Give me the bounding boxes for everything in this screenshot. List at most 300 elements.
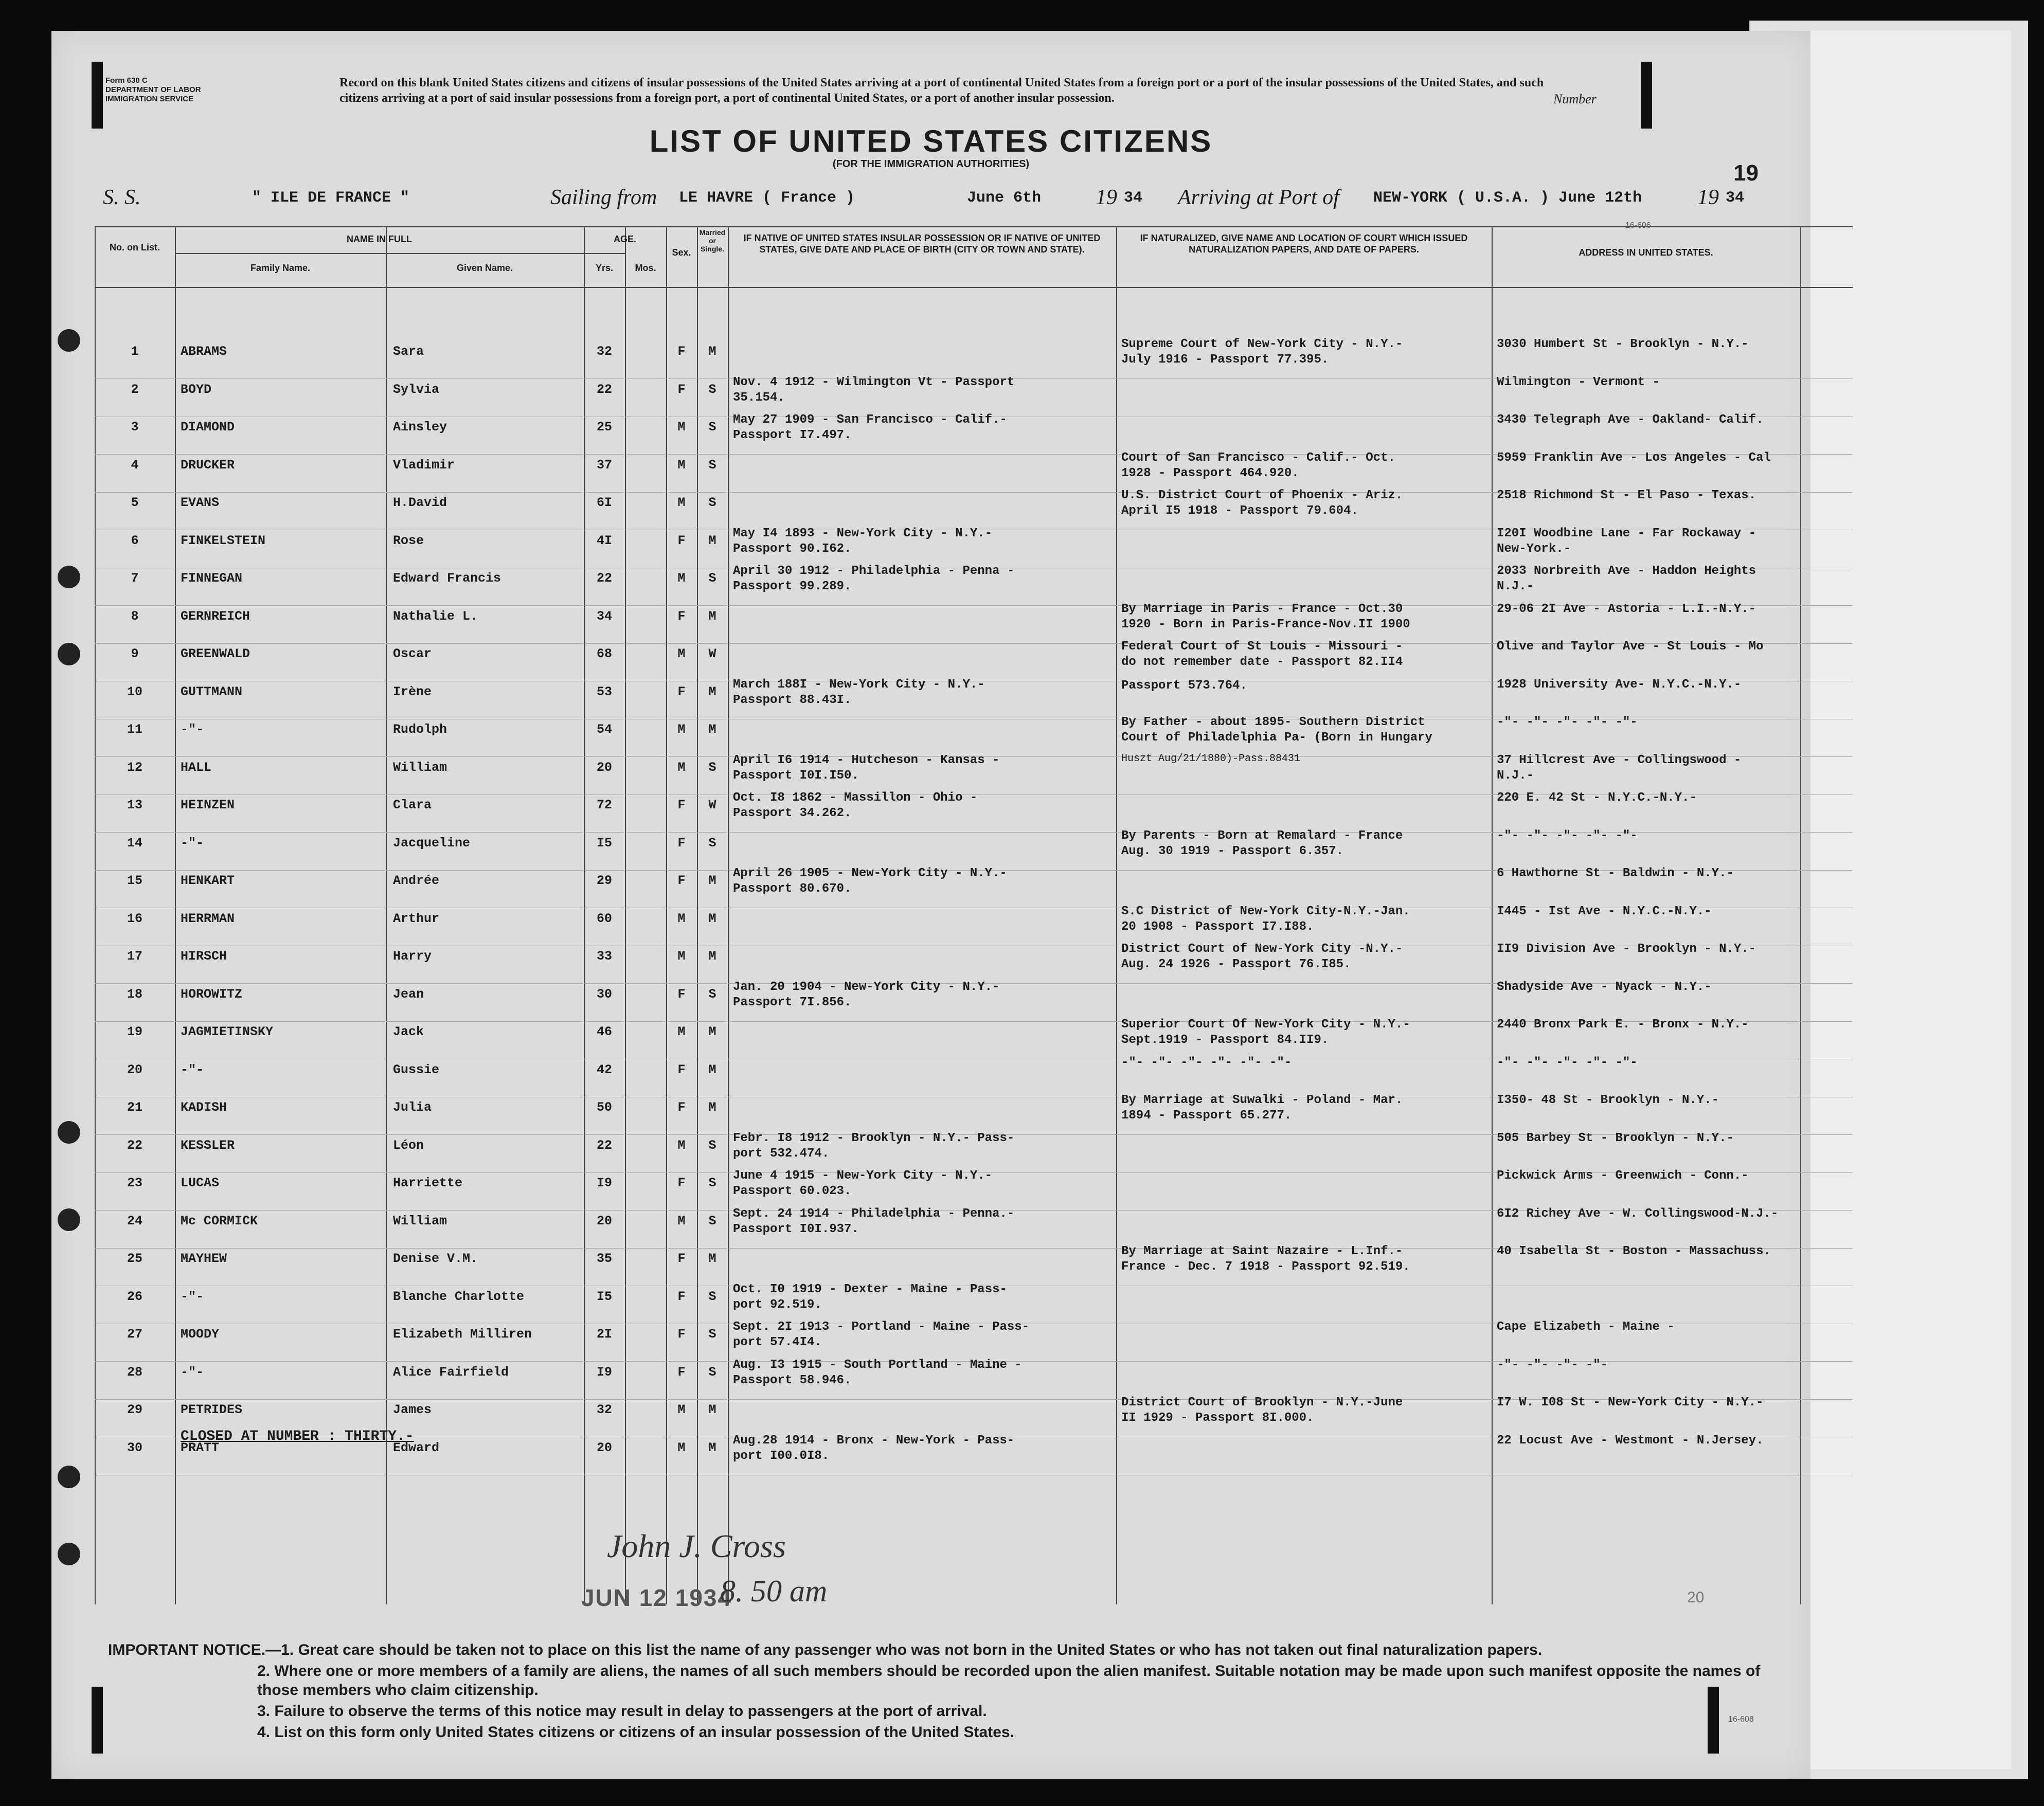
- corner-code: 16-606: [1625, 221, 1651, 230]
- given-name: Andrée: [393, 873, 440, 888]
- age-years: 2I: [596, 1327, 612, 1342]
- birth-details: port 57.4I4.: [733, 1335, 822, 1349]
- us-address: 220 E. 42 St - N.Y.C.-N.Y.-: [1497, 791, 1697, 805]
- given-name: Harriette: [393, 1176, 463, 1190]
- header-yrs: Yrs.: [595, 263, 614, 273]
- marital-status: S: [708, 1327, 716, 1342]
- us-address: I7 W. I08 St - New-York City - N.Y.-: [1497, 1396, 1764, 1410]
- us-address: 6I2 Richey Ave - W. Collingswood-N.J.-: [1497, 1206, 1779, 1221]
- naturalization-details: Aug. 30 1919 - Passport 6.357.: [1121, 844, 1344, 858]
- us-address: 2518 Richmond St - El Paso - Texas.: [1497, 489, 1756, 502]
- sex: M: [677, 495, 686, 510]
- naturalization-details: S.C District of New-York City-N.Y.-Jan.: [1121, 904, 1410, 918]
- sex: F: [677, 684, 686, 699]
- age-years: 50: [596, 1100, 612, 1115]
- rule: [175, 253, 625, 254]
- column-rule: [1116, 226, 1117, 1604]
- form-line: Form 630 C: [105, 76, 148, 85]
- us-address: 3030 Humbert St - Brooklyn - N.Y.-: [1497, 337, 1749, 351]
- given-name: Gussie: [393, 1062, 440, 1077]
- column-rule: [386, 226, 387, 1604]
- row-number: 19: [127, 1024, 142, 1039]
- sex: F: [677, 382, 686, 397]
- naturalization-details: Court of Philadelphia Pa- (Born in Hungary: [1121, 731, 1432, 745]
- birth-details: Nov. 4 1912 - Wilmington Vt - Passport: [733, 375, 1015, 389]
- row-number: 25: [127, 1251, 142, 1266]
- passenger-table: [95, 226, 1853, 1604]
- age-years: 32: [596, 344, 612, 359]
- naturalization-details: France - Dec. 7 1918 - Passport 92.519.: [1121, 1260, 1410, 1274]
- marital-status: M: [708, 873, 716, 888]
- birth-details: port I00.0I8.: [733, 1449, 830, 1463]
- naturalization-details: April I5 1918 - Passport 79.604.: [1121, 504, 1358, 518]
- family-name: PETRIDES: [181, 1402, 243, 1417]
- officer-signature: John J. Cross: [607, 1528, 786, 1564]
- row-number: 30: [127, 1440, 142, 1455]
- us-address: 37 Hillcrest Ave - Collingswood -: [1497, 753, 1742, 767]
- header-age: AGE.: [613, 234, 636, 244]
- row-number: 18: [127, 986, 142, 1002]
- age-years: 42: [596, 1062, 612, 1077]
- marital-status: M: [708, 1062, 716, 1077]
- birth-details: Passport 99.289.: [733, 580, 852, 593]
- age-years: 60: [596, 911, 612, 926]
- form-number: [105, 76, 201, 104]
- punch-hole: [58, 1121, 80, 1144]
- age-years: 46: [596, 1024, 612, 1039]
- header-address: ADDRESS IN UNITED STATES.: [1579, 247, 1713, 258]
- marital-status: S: [708, 1364, 716, 1380]
- birth-details: Passport 60.023.: [733, 1184, 852, 1198]
- given-name: Alice Fairfield: [393, 1364, 509, 1380]
- rule: [95, 226, 1853, 227]
- us-address: Wilmington - Vermont -: [1497, 375, 1660, 389]
- row-number: 15: [127, 873, 142, 888]
- given-name: William: [393, 760, 447, 775]
- marital-status: M: [708, 1440, 716, 1455]
- age-years: 4I: [596, 533, 612, 548]
- age-years: I5: [596, 835, 612, 851]
- column-rule: [625, 226, 626, 1604]
- naturalization-details: -"- -"- -"- -"- -"- -"-: [1121, 1055, 1292, 1070]
- birth-details: Passport 90.I62.: [733, 541, 852, 556]
- binding-tab: [92, 62, 103, 129]
- marital-status: S: [708, 835, 716, 851]
- marital-status: S: [708, 760, 716, 775]
- row-number: 27: [127, 1327, 142, 1342]
- row-number: 14: [127, 835, 142, 851]
- sex: F: [677, 1062, 686, 1077]
- row-number: 26: [127, 1289, 142, 1304]
- birth-details: Oct. I0 1919 - Dexter - Maine - Pass-: [733, 1282, 1007, 1296]
- us-address: II9 Division Ave - Brooklyn - N.Y.-: [1497, 942, 1756, 956]
- given-name: Oscar: [393, 646, 432, 661]
- binding-tab: [92, 1687, 103, 1754]
- marital-status: S: [708, 382, 716, 397]
- column-rule: [175, 226, 176, 1604]
- us-address: 2033 Norbreith Ave - Haddon Heights: [1497, 564, 1756, 578]
- sex: F: [677, 873, 686, 888]
- punch-hole: [58, 1466, 80, 1488]
- marital-status: M: [708, 1024, 716, 1039]
- header-sex: Sex.: [672, 247, 691, 258]
- marital-status: S: [708, 986, 716, 1002]
- marital-status: M: [708, 949, 716, 964]
- corner-code: 16-608: [1728, 1715, 1754, 1724]
- birth-details: Sept. 2I 1913 - Portland - Maine - Pass-: [733, 1320, 1030, 1334]
- us-address: -"- -"- -"- -"- -"-: [1497, 828, 1638, 843]
- given-name: Jean: [393, 986, 424, 1002]
- birth-details: April I6 1914 - Hutcheson - Kansas -: [733, 753, 1000, 767]
- given-name: Harry: [393, 949, 432, 964]
- age-years: 29: [596, 873, 612, 888]
- naturalization-details: District Court of New-York City -N.Y.-: [1121, 942, 1403, 956]
- year-prefix: 19: [1697, 186, 1719, 209]
- birth-details: May I4 1893 - New-York City - N.Y.-: [733, 526, 993, 540]
- marital-status: M: [708, 344, 716, 359]
- us-address: Cape Elizabeth - Maine -: [1497, 1320, 1675, 1334]
- age-years: 22: [596, 571, 612, 586]
- sex: M: [677, 949, 686, 964]
- us-address: I445 - Ist Ave - N.Y.C.-N.Y.-: [1497, 904, 1712, 918]
- given-name: Nathalie L.: [393, 608, 478, 624]
- birth-details: Aug. I3 1915 - South Portland - Maine -: [733, 1358, 1022, 1372]
- ship-name: " ILE DE FRANCE ": [252, 189, 410, 207]
- marital-status: M: [708, 722, 716, 737]
- marital-status: S: [708, 1213, 716, 1229]
- given-name: Léon: [393, 1137, 424, 1153]
- row-number: 8: [131, 608, 139, 624]
- sailing-port: LE HAVRE ( France ): [679, 189, 855, 207]
- sex: M: [677, 1137, 686, 1153]
- age-years: 20: [596, 1213, 612, 1229]
- family-name: JAGMIETINSKY: [181, 1024, 274, 1039]
- naturalization-details: By Marriage at Suwalki - Poland - Mar.: [1121, 1093, 1403, 1107]
- given-name: Irène: [393, 684, 432, 699]
- header-name-in-full: NAME IN FULL: [347, 234, 412, 244]
- age-years: 20: [596, 760, 612, 775]
- family-name: HOROWITZ: [181, 986, 243, 1002]
- punch-hole: [58, 329, 80, 352]
- given-name: Ainsley: [393, 420, 447, 435]
- family-name: EVANS: [181, 495, 220, 510]
- rule: [95, 287, 1853, 288]
- us-address: -"- -"- -"- -"- -"-: [1497, 1055, 1638, 1070]
- given-name: Sylvia: [393, 382, 440, 397]
- given-name: Clara: [393, 798, 432, 812]
- birth-details: Passport 34.262.: [733, 806, 852, 820]
- sex: F: [677, 1100, 686, 1115]
- age-years: 37: [596, 457, 612, 473]
- given-name: William: [393, 1213, 447, 1229]
- sex: F: [677, 835, 686, 851]
- year-prefix: 19: [1096, 186, 1117, 209]
- page-subtitle: (FOR THE IMMIGRATION AUTHORITIES): [832, 158, 1030, 170]
- row-number: 4: [131, 457, 139, 473]
- marital-status: S: [708, 1137, 716, 1153]
- row-number: 9: [131, 646, 139, 661]
- birth-details: Passport 7I.856.: [733, 995, 852, 1009]
- punch-hole: [58, 1208, 80, 1231]
- birth-details: Passport I0I.937.: [733, 1222, 859, 1236]
- column-rule: [1800, 226, 1801, 1604]
- family-name: ABRAMS: [181, 344, 227, 359]
- us-address: 3430 Telegraph Ave - Oakland- Calif.: [1497, 413, 1764, 427]
- birth-details: Passport I7.497.: [733, 428, 852, 442]
- us-address: -"- -"- -"- -"-: [1497, 1358, 1608, 1372]
- family-name: MAYHEW: [181, 1251, 227, 1266]
- given-name: Sara: [393, 344, 424, 359]
- header-native: IF NATIVE OF UNITED STATES INSULAR POSSESSION OR IF NATIVE OF UNITED STATES, GIVE DATE AND PLACE OF BIRTH (CITY OR TOWN AND STATE).: [743, 233, 1101, 255]
- punch-hole: [58, 643, 80, 665]
- row-number: 1: [131, 344, 139, 359]
- given-name: Elizabeth Milliren: [393, 1327, 532, 1342]
- sex: F: [677, 608, 686, 624]
- header-married-single: Married or Single.: [699, 228, 726, 253]
- row-number: 7: [131, 571, 139, 586]
- header-naturalized: IF NATURALIZED, GIVE NAME AND LOCATION OF COURT WHICH ISSUED NATURALIZATION PAPERS, AND DATE OF PAPERS.: [1140, 233, 1468, 255]
- family-name: DIAMOND: [181, 420, 235, 435]
- birth-details: Passport I0I.I50.: [733, 768, 859, 783]
- marital-status: W: [708, 798, 716, 812]
- us-address: -"- -"- -"- -"- -"-: [1497, 715, 1638, 729]
- given-name: Rudolph: [393, 722, 447, 737]
- us-address: New-York.-: [1497, 541, 1571, 556]
- family-name: DRUCKER: [181, 457, 235, 473]
- naturalization-details: 1894 - Passport 65.277.: [1121, 1109, 1292, 1123]
- us-address: 2440 Bronx Park E. - Bronx - N.Y.-: [1497, 1018, 1749, 1032]
- us-address: 22 Locust Ave - Westmont - N.Jersey.: [1497, 1433, 1764, 1448]
- age-years: 35: [596, 1251, 612, 1266]
- closed-at-number: CLOSED AT NUMBER : THIRTY.-: [181, 1429, 414, 1444]
- given-name: Blanche Charlotte: [393, 1289, 525, 1304]
- birth-details: Passport 88.43I.: [733, 693, 852, 707]
- sailing-date: June 6th: [967, 189, 1042, 207]
- form-instructions: Record on this blank United States citizens and citizens of insular possessions of the United States arriving at a port of continental United States from a foreign port or a port of the insular possessions of the United States, and such citizens arriving at a port of said insular possessions from a foreign port, a port of continental United States, or a port of another insular possession.: [339, 76, 1544, 105]
- row-number: 29: [127, 1402, 142, 1417]
- arriving-year: 34: [1726, 189, 1745, 207]
- birth-details: Febr. I8 1912 - Brooklyn - N.Y.- Pass-: [733, 1131, 1015, 1145]
- naturalization-details: Aug. 24 1926 - Passport 76.I85.: [1121, 958, 1351, 971]
- sex: F: [677, 1251, 686, 1266]
- given-name: Jacqueline: [393, 835, 471, 851]
- naturalization-details: II 1929 - Passport 8I.000.: [1121, 1411, 1314, 1425]
- page-title: LIST OF UNITED STATES CITIZENS: [649, 124, 1213, 158]
- family-name: FINNEGAN: [181, 571, 243, 586]
- marital-status: M: [708, 533, 716, 548]
- birth-details: April 30 1912 - Philadelphia - Penna -: [733, 564, 1015, 578]
- row-number: 24: [127, 1213, 142, 1229]
- family-name: Mc CORMICK: [181, 1213, 258, 1229]
- page-number: 19: [1733, 160, 1759, 186]
- naturalization-details: By Marriage at Saint Nazaire - L.Inf.-: [1121, 1244, 1403, 1258]
- sailing-label: Sailing from: [550, 186, 657, 209]
- sex: M: [677, 457, 686, 473]
- family-name: HENKART: [181, 873, 235, 888]
- birth-details: 35.154.: [733, 390, 785, 405]
- row-number: 17: [127, 949, 142, 964]
- birth-details: Passport 58.946.: [733, 1373, 852, 1387]
- family-name: GERNREICH: [181, 608, 250, 624]
- given-name: H.David: [393, 495, 447, 510]
- sex: F: [677, 1364, 686, 1380]
- naturalization-details: 1928 - Passport 464.920.: [1121, 466, 1299, 480]
- sex: M: [677, 1213, 686, 1229]
- naturalization-details: District Court of Brooklyn - N.Y.-June: [1121, 1396, 1403, 1410]
- arrival-stamp: JUN 12 1934: [581, 1584, 732, 1611]
- row-number: 3: [131, 420, 139, 435]
- row-number: 10: [127, 684, 142, 699]
- sex: M: [677, 1024, 686, 1039]
- family-name: FINKELSTEIN: [181, 533, 266, 548]
- manifest-sheet: [51, 31, 1810, 1779]
- family-name: -"-: [181, 1364, 204, 1380]
- us-address: Pickwick Arms - Greenwich - Conn.-: [1497, 1169, 1749, 1183]
- marital-status: S: [708, 1289, 716, 1304]
- row-number: 28: [127, 1364, 142, 1380]
- notice-item: 1. Great care should be taken not to place on this list the name of any passenger who was not born in the United States or who has not taken out final naturalization papers.: [281, 1641, 1543, 1658]
- age-years: I5: [596, 1289, 612, 1304]
- age-years: 53: [596, 684, 612, 699]
- naturalization-details: Sept.1919 - Passport 84.II9.: [1121, 1033, 1329, 1047]
- family-name: KADISH: [181, 1100, 227, 1115]
- sex: F: [677, 986, 686, 1002]
- marital-status: S: [708, 495, 716, 510]
- family-name: BOYD: [181, 382, 212, 397]
- marital-status: M: [708, 1251, 716, 1266]
- birth-details: Oct. I8 1862 - Massillon - Ohio -: [733, 791, 978, 805]
- age-years: 25: [596, 420, 612, 435]
- row-number: 23: [127, 1176, 142, 1190]
- us-address: 29-06 2I Ave - Astoria - L.I.-N.Y.-: [1497, 602, 1756, 616]
- family-name: GREENWALD: [181, 646, 250, 661]
- age-years: 32: [596, 1402, 612, 1417]
- us-address: N.J.-: [1497, 580, 1534, 593]
- naturalization-details: By Parents - Born at Remalard - France: [1121, 828, 1403, 843]
- us-address: Olive and Taylor Ave - St Louis - Mo: [1497, 640, 1764, 654]
- naturalization-extra: Passport 573.764.: [1121, 679, 1247, 693]
- birth-details: port 532.474.: [733, 1146, 830, 1161]
- age-years: I9: [596, 1364, 612, 1380]
- us-address: Shadyside Ave - Nyack - N.Y.-: [1497, 980, 1712, 994]
- family-name: PRATT: [181, 1440, 220, 1455]
- given-name: Edward: [393, 1440, 440, 1455]
- voyage-line: [103, 185, 1810, 216]
- age-years: 68: [596, 646, 612, 661]
- sex: F: [677, 798, 686, 812]
- family-name: HIRSCH: [181, 949, 227, 964]
- notice-lead: IMPORTANT NOTICE.: [108, 1641, 266, 1658]
- sex: F: [677, 1176, 686, 1190]
- birth-details: Jan. 20 1904 - New-York City - N.Y.-: [733, 980, 1000, 994]
- marital-status: M: [708, 608, 716, 624]
- family-name: HALL: [181, 760, 212, 775]
- naturalization-details: 1920 - Born in Paris-France-Nov.II 1900: [1121, 617, 1410, 631]
- birth-details: March 188I - New-York City - N.Y.-: [733, 677, 985, 692]
- age-years: 72: [596, 798, 612, 812]
- naturalization-details: By Marriage in Paris - France - Oct.30: [1121, 602, 1403, 616]
- age-years: 22: [596, 1137, 612, 1153]
- row-number: 20: [127, 1062, 142, 1077]
- notice-item: 4. List on this form only United States citizens or citizens of an insular possession of the United States.: [257, 1724, 1014, 1741]
- sex: M: [677, 911, 686, 926]
- sex: M: [677, 722, 686, 737]
- naturalization-details: By Father - about 1895- Southern District: [1121, 715, 1425, 729]
- family-name: -"-: [181, 722, 204, 737]
- naturalization-details: Superior Court Of New-York City - N.Y.-: [1121, 1018, 1410, 1032]
- row-number: 5: [131, 495, 139, 510]
- notice-item: 3. Failure to observe the terms of this notice may result in delay to passengers at the port of arrival.: [257, 1703, 987, 1720]
- sex: M: [677, 571, 686, 586]
- marital-status: S: [708, 571, 716, 586]
- naturalization-details: July 1916 - Passport 77.395.: [1121, 353, 1329, 367]
- age-years: I9: [596, 1176, 612, 1190]
- family-name: -"-: [181, 1062, 204, 1077]
- row-number: 11: [127, 722, 142, 737]
- given-name: Julia: [393, 1100, 432, 1115]
- marital-status: M: [708, 1100, 716, 1115]
- marital-status: M: [708, 911, 716, 926]
- row-number: 2: [131, 382, 139, 397]
- birth-details: port 92.519.: [733, 1297, 822, 1312]
- given-name: Rose: [393, 533, 424, 548]
- naturalization-details: Federal Court of St Louis - Missouri -: [1121, 640, 1403, 654]
- naturalization-details: Court of San Francisco - Calif.- Oct.: [1121, 450, 1395, 465]
- sex: M: [677, 1440, 686, 1455]
- us-address: 5959 Franklin Ave - Los Angeles - Cal: [1497, 450, 1771, 465]
- given-name: James: [393, 1402, 432, 1417]
- sex: M: [677, 646, 686, 661]
- row-number: 13: [127, 798, 142, 812]
- family-name: MOODY: [181, 1327, 220, 1342]
- given-name: Edward Francis: [393, 571, 501, 586]
- marital-status: M: [708, 1402, 716, 1417]
- row-number: 12: [127, 760, 142, 775]
- sex: F: [677, 344, 686, 359]
- page-mark: 20: [1687, 1589, 1705, 1606]
- sex: F: [677, 1327, 686, 1342]
- us-address: 6 Hawthorne St - Baldwin - N.Y.-: [1497, 866, 1734, 880]
- family-name: KESSLER: [181, 1137, 235, 1153]
- header-given: Given Name.: [456, 263, 513, 273]
- given-name: Vladimir: [393, 457, 455, 473]
- given-name: Arthur: [393, 911, 440, 926]
- binding-tab: [1641, 62, 1652, 129]
- row-number: 16: [127, 911, 142, 926]
- sex: M: [677, 1402, 686, 1417]
- us-address: N.J.-: [1497, 768, 1534, 783]
- age-years: 6I: [596, 495, 612, 510]
- sex: M: [677, 420, 686, 435]
- marital-status: W: [708, 646, 716, 661]
- age-years: 34: [596, 608, 612, 624]
- marital-status: M: [708, 684, 716, 699]
- age-years: 54: [596, 722, 612, 737]
- row-number: 6: [131, 533, 139, 548]
- arriving-port: NEW-YORK ( U.S.A. ) June 12th: [1373, 189, 1642, 207]
- marital-status: S: [708, 420, 716, 435]
- sex: F: [677, 1289, 686, 1304]
- row-number: 22: [127, 1137, 142, 1153]
- naturalization-details: Supreme Court of New-York City - N.Y.-: [1121, 337, 1403, 351]
- arrival-time: 8. 50 am: [720, 1574, 828, 1608]
- birth-details: June 4 1915 - New-York City - N.Y.-: [733, 1169, 993, 1183]
- naturalization-details: U.S. District Court of Phoenix - Ariz.: [1121, 489, 1403, 502]
- header-family: Family Name.: [250, 263, 311, 273]
- family-name: HEINZEN: [181, 798, 235, 812]
- birth-details: Aug.28 1914 - Bronx - New-York - Pass-: [733, 1433, 1015, 1448]
- family-name: HERRMAN: [181, 911, 235, 926]
